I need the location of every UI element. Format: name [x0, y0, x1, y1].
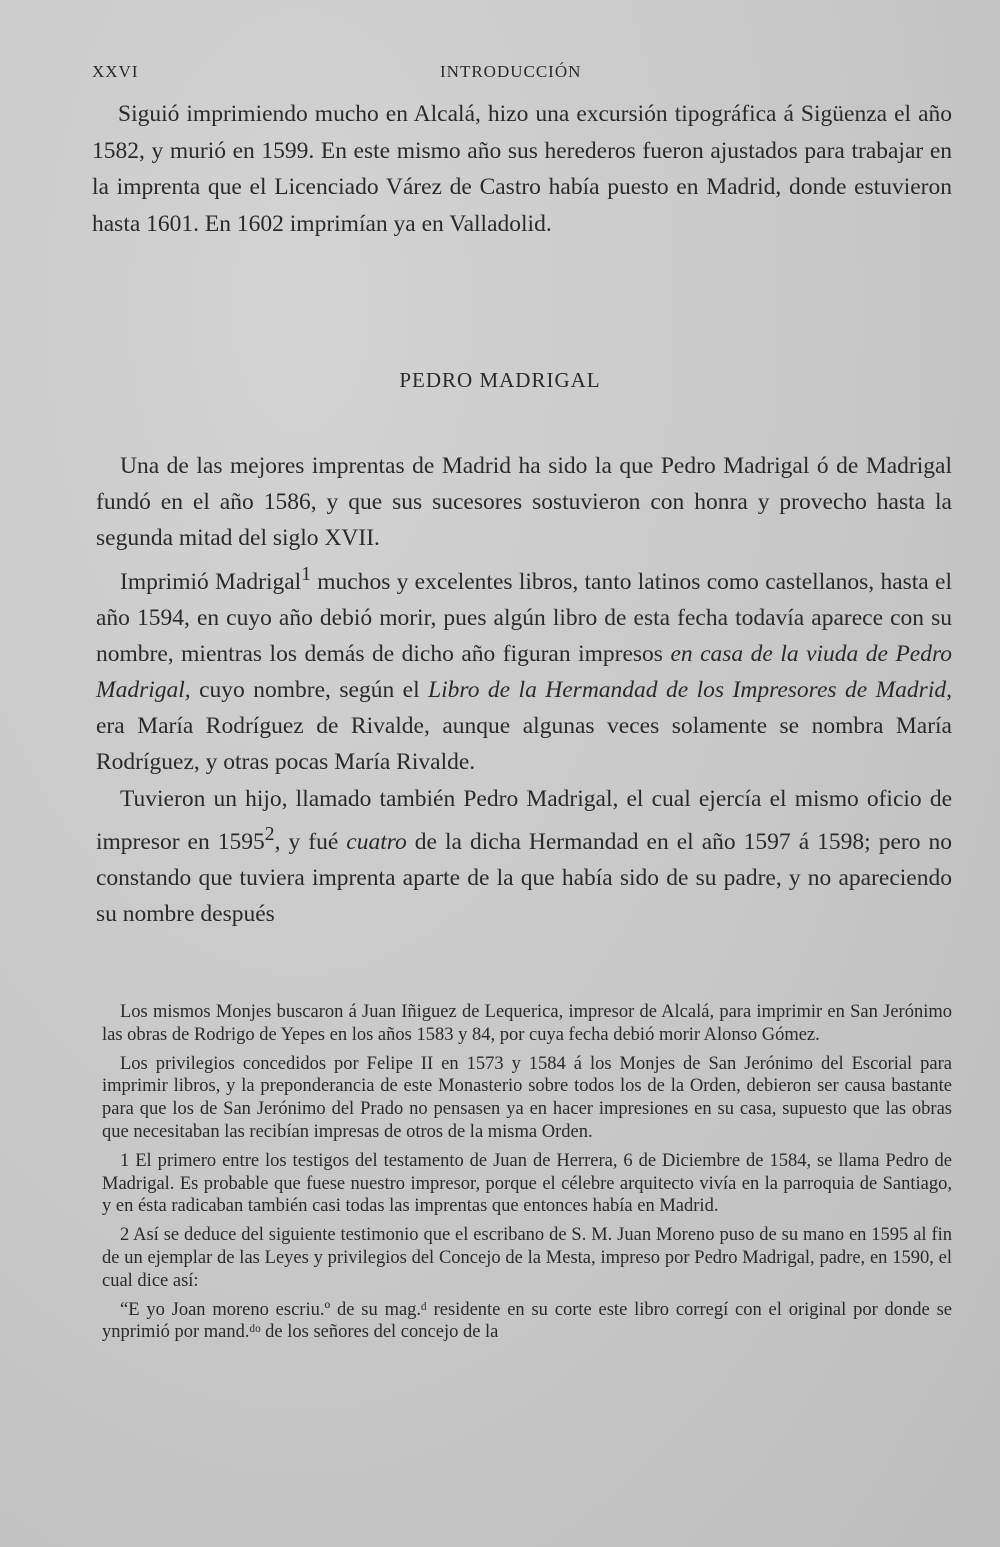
paragraph-2-text-a: Imprimió Madrigal [120, 568, 302, 595]
footnote-1: 1 El primero entre los testigos del testamento de Juan de Herrera, 6 de Diciembre de 1584, se llama Pedro de Madrigal. Es probable que fuese nuestro impresor, porque el célebre arquitecto vivía en la parroquia de Santiago, y en ésta radicaban también casi todas las imprentas que entonces había en Madrid. [102, 1150, 952, 1217]
intro-paragraph: Siguió imprimiendo mucho en Alcalá, hizo una excursión tipográfica á Sigüenza el año 1582, y murió en 1599. En este mismo año sus herederos fueron ajustados para trabajar en la imprenta que el Licenciado Várez de Castro había puesto en Madrid, donde estuvieron hasta 1601. En 1602 imprimían ya en Valladolid. [92, 101, 952, 237]
paragraph-2-text-c: cuyo nombre, según el [190, 677, 429, 704]
paragraph-3-text-a: Tuvieron un hijo, llamado también Pedro Madrigal, el cual ejercía el mismo oficio de impresor en 1595 [96, 785, 952, 855]
running-head [92, 62, 948, 92]
paragraph-2 [96, 557, 952, 781]
italic-title-hermandad: Libro de la Hermandad de los Impresores de Madrid, [428, 677, 952, 704]
paragraph-1-text: Una de las mejores imprentas de Madrid ha sido la que Pedro Madrigal ó de Madrigal fundó en el año 1586, y que sus sucesores sostuvieron con honra y provecho hasta la segunda mitad del siglo [96, 453, 952, 552]
paragraph-3 [96, 781, 952, 933]
footnote-ref-1: 1 [301, 563, 311, 585]
running-title: INTRODUCCIÓN [440, 62, 582, 81]
italic-phrase-viuda: en casa de la viuda de Pedro Madrigal, [96, 640, 953, 704]
section-heading: PEDRO MADRIGAL [399, 368, 601, 392]
paragraph-1-end: . [374, 525, 380, 552]
footnote-ref-2: 2 [264, 823, 275, 845]
paragraph-2-text-d: era María Rodríguez de Rivalde, aunque algunas veces solamente se nombra María Rodríguez, y otras pocas María Rivalde. [96, 713, 952, 776]
italic-word-cuatro: cuatro [346, 828, 407, 855]
footnote-2: 2 Así se deduce del siguiente testimonio que el escribano de S. M. Juan Moreno puso de su mano en 1595 al fin de un ejemplar de las Leyes y privilegios del Concejo de la Mesta, impreso por Pedro Madrigal, padre, en 1590, el cual dice así: [102, 1225, 952, 1291]
intro-text [92, 96, 952, 242]
footnotes [102, 1001, 952, 1350]
footnote-continued-a: Los mismos Monjes buscaron á Juan Iñiguez de Lequerica, impresor de Alcalá, para imprimir en San Jerónimo las obras de Rodrigo de Yepes en los años 1583 y 84, por cuya fecha debió morir Alonso Gómez. [102, 1002, 952, 1045]
footnote-continued-b: Los privilegios concedidos por Felipe II en 1573 y 1584 á los Monjes de San Jerónimo del Escorial para imprimir libros, y la preponderancia de este Monasterio sobre todos los de la Orden, debieron ser causa bastante para que los de San Jerónimo del Prado no pensasen ya en hacer impresiones en su casa, supuesto que las obras que necesitaban las recibían impresas de otros de la misma Orden. [102, 1053, 952, 1142]
century-numeral: XVII [324, 525, 375, 552]
paragraph-2-text-b: muchos y excelentes libros, tanto latinos como castellanos, hasta el año 1594, en cuyo año debió morir, pues algún libro de esta fecha todavía aparece con su nombre, mientras los demás de dicho año figuran impresos [96, 568, 952, 667]
footnote-quote: “E yo Joan moreno escriu.º de su mag.ᵈ residente en su corte este libro corregí con el original por donde se ynprimió por mand.ᵈᵒ de los señores del concejo de la [102, 1299, 952, 1343]
paragraph-3-text-c: de la dicha Hermandad en el año 1597 á 1598; pero no constando que tuviera imprenta aparte de la que había sido de su padre, y no apareciendo su nombre después [96, 828, 952, 928]
section-body [96, 448, 952, 932]
page-number: XXVI [92, 62, 139, 81]
paragraph-3-text-b: , y fué [274, 828, 347, 855]
paragraph-1 [96, 448, 952, 557]
